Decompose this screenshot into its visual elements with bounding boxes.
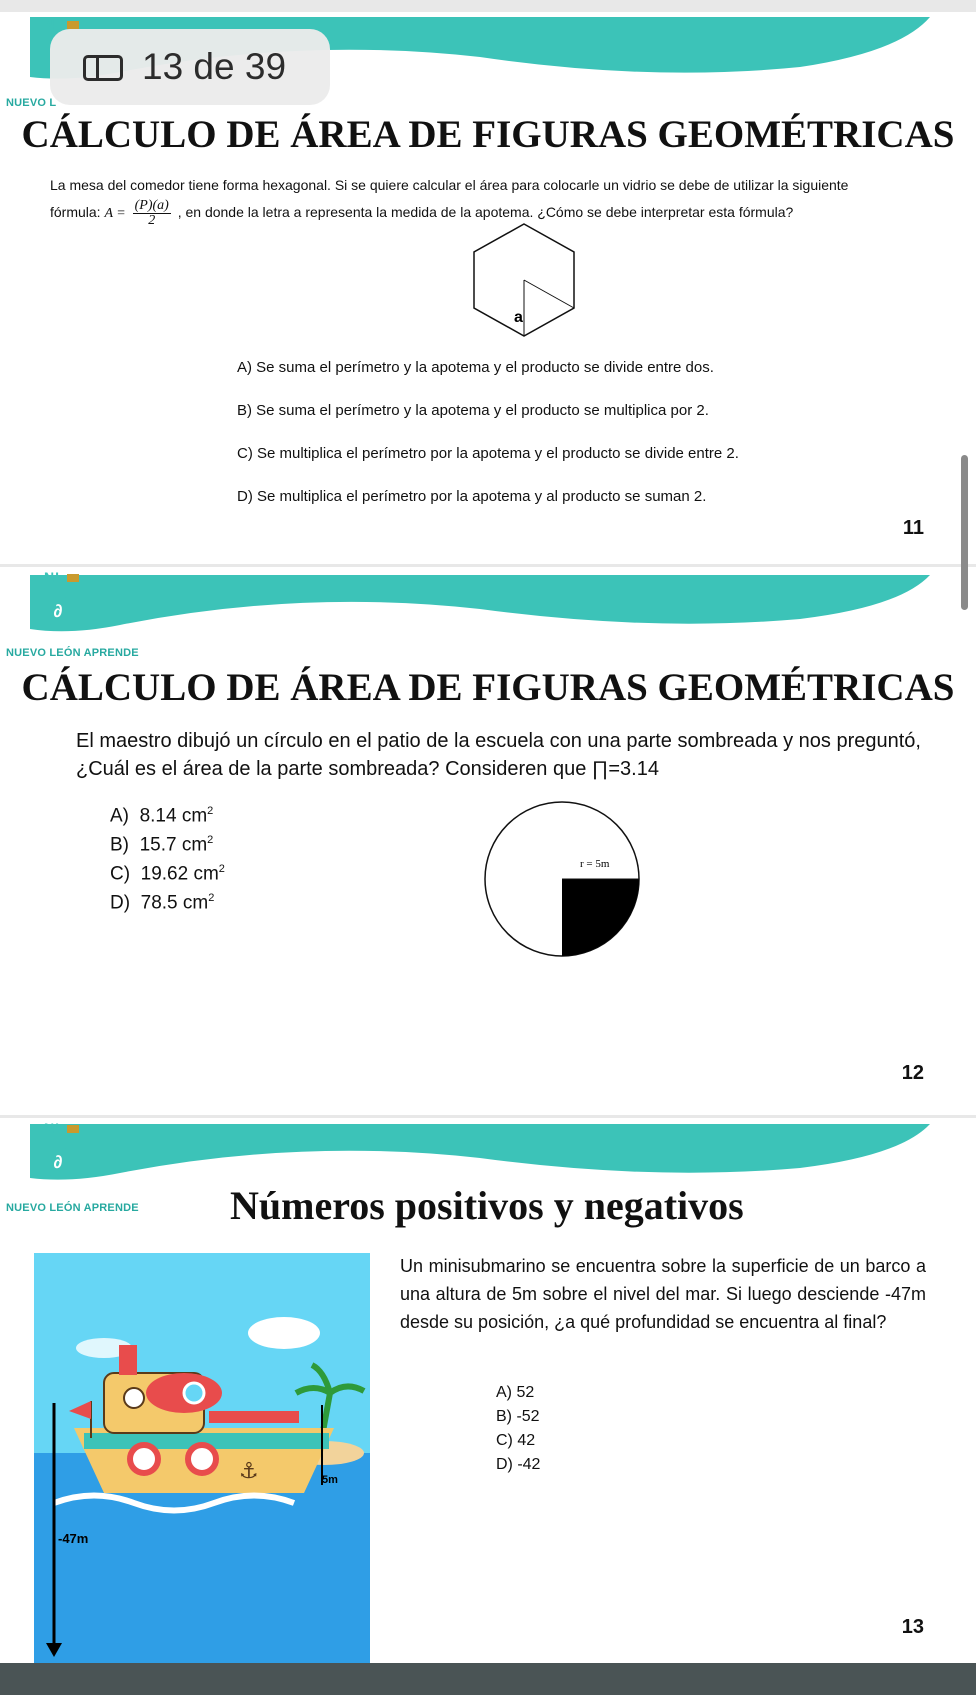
option-a[interactable]: A) Se suma el perímetro y la apotema y el producto se divide entre dos. [237, 359, 714, 376]
label-5m: 5m [322, 1474, 338, 1486]
question-text: El maestro dibujó un círculo en el patio de la escuela con una parte sombreada y nos preguntó, ¿Cuál es el área de la parte sombreada? Consideren que ∏=3.14 [76, 730, 921, 780]
sidebar-icon [83, 55, 123, 81]
formula: A = $\frac{(P)(a)}{2}$ [104, 198, 169, 228]
slide-12 [0, 567, 976, 1115]
page-number: 13 [901, 1616, 924, 1638]
option-a[interactable]: A) 8.14 $cm^2$ [110, 805, 214, 827]
nl-badge-icon: ∂ [44, 597, 72, 625]
option-b[interactable]: B) -52 [496, 1408, 540, 1425]
option-c[interactable]: C) 42 [496, 1432, 536, 1449]
slide-13 [0, 1118, 976, 1663]
circle-figure [480, 797, 644, 961]
question-text: Un minisubmarino se encuentra sobre la superficie de un barco a una altura de 5m sobre el nivel del mar. Si luego desciende -47m desde su posición, ¿a qué profundidad se encuentra al final? [400, 1256, 926, 1332]
brand-text: NUEVO LEÓN APRENDE [6, 647, 139, 659]
slide-12-title: CÁLCULO DE ÁREA DE FIGURAS GEOMÉTRICAS [21, 666, 955, 709]
page-number: 11 [902, 517, 924, 539]
radius-label: r = 5m [580, 858, 610, 870]
option-d[interactable]: D) -42 [496, 1456, 541, 1473]
label-47m: -47m [58, 1531, 89, 1546]
slide-13-title: Números positivos y negativos [230, 1183, 744, 1228]
apothem-label: a [514, 309, 523, 326]
nl-logo: NL [44, 1120, 79, 1136]
option-d[interactable]: D) 78.5 $cm^2$ [110, 892, 215, 914]
nl-logo: NL [44, 16, 79, 32]
option-b[interactable]: B) 15.7 $cm^2$ [110, 834, 214, 856]
nl-badge-icon: ∂ [44, 1148, 72, 1176]
svg-text:⚓: ⚓ [239, 1458, 259, 1483]
question-text: La mesa del comedor tiene forma hexagonal. Si se quiere calcular el área para colocarle un vidrio se debe de utilizar la siguiente fórmula: A = $\frac{(P)(a)}{2}$ , en donde la letra a representa la medida de la apotema. ¿Cómo se debe interpretar esta fórmula? [50, 177, 849, 228]
option-c[interactable]: C) 19.62 $cm^2$ [110, 863, 225, 885]
option-a[interactable]: A) 52 [496, 1384, 535, 1401]
brand-text: NUEVO L [6, 97, 57, 109]
page-number: 12 [901, 1062, 924, 1084]
option-b[interactable]: B) Se suma el perímetro y la apotema y el producto se multiplica por 2. [237, 402, 709, 419]
option-d[interactable]: D) Se multiplica el perímetro por la apotema y al producto se suman 2. [237, 488, 707, 505]
scrollbar[interactable] [961, 455, 968, 610]
hexagon-figure [470, 222, 580, 342]
slide-11-title: CÁLCULO DE ÁREA DE FIGURAS GEOMÉTRICAS [21, 113, 955, 156]
header-wave [0, 567, 976, 657]
option-c[interactable]: C) Se multiplica el perímetro por la apotema y el producto se divide entre 2. [237, 445, 739, 462]
brand-text: NUEVO LEÓN APRENDE [6, 1202, 139, 1214]
bottom-bar [0, 1663, 976, 1695]
nl-logo: NL [44, 569, 79, 585]
boat-illustration [34, 1253, 370, 1663]
page-counter: 13 de 39 [50, 29, 330, 105]
